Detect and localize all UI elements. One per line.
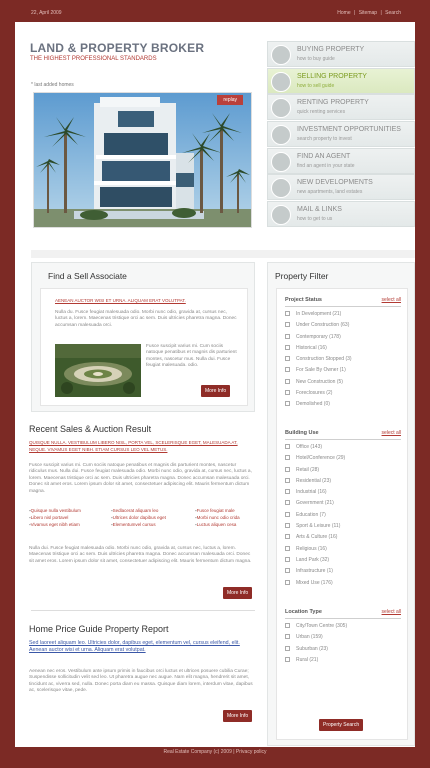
- sitemap-link[interactable]: Sitemap: [358, 10, 378, 16]
- mail-icon: [271, 205, 291, 225]
- menu-item-mail-links[interactable]: [267, 201, 415, 227]
- separator: |: [380, 10, 382, 16]
- more-info-button[interactable]: More Info: [201, 385, 230, 397]
- menu-item-find-agent[interactable]: [267, 148, 415, 174]
- select-all-link[interactable]: select all: [381, 430, 401, 436]
- checkbox[interactable]: [285, 444, 290, 449]
- building-icon: [271, 178, 291, 198]
- option-label: New Construction (5): [296, 378, 343, 385]
- checkbox[interactable]: [285, 557, 290, 562]
- recent-link[interactable]: ▪ Vivamus eget nibh etiam: [29, 522, 81, 529]
- checkbox[interactable]: [285, 345, 290, 350]
- menu-item-new-developments[interactable]: [267, 174, 415, 200]
- recent-link[interactable]: ▪ Luctus aliquen cesa: [195, 522, 240, 529]
- filter-option[interactable]: [285, 307, 401, 318]
- replay-button[interactable]: replay: [217, 95, 243, 105]
- filter-option[interactable]: [285, 496, 401, 507]
- checkbox[interactable]: [285, 455, 290, 460]
- checkbox[interactable]: [285, 623, 290, 628]
- option-label: Land Park (32): [296, 556, 330, 563]
- recent-links-col-2: [111, 508, 166, 528]
- checkbox[interactable]: [285, 634, 290, 639]
- find-associate-content: [40, 288, 248, 406]
- brand-title: LAND & PROPERTY BROKER: [30, 41, 205, 55]
- option-label: Residential (23): [296, 477, 332, 484]
- section-title: Building Use: [285, 430, 319, 436]
- checkbox[interactable]: [285, 356, 290, 361]
- checkbox[interactable]: [285, 379, 290, 384]
- recent-sales-text-2: Nulla dui. Fusce feugiat malesuada odio. Morbi nunc odio, gravida at, cursus nec, luctus a, lorem. Maecenas tristique orci ac sem. Duis ultricies pharetra magna. Donec accumsan malesuada orci. Donec sit amet eros. Lorem ipsum dolor sit amet, consectetuer adipiscing elit. Mauris fermentum dictum magna.: [29, 546, 252, 564]
- menu-item-sub: how to buy guide: [297, 56, 335, 62]
- filter-option[interactable]: [285, 553, 401, 564]
- search-link[interactable]: Search: [385, 10, 401, 16]
- menu-item-renting-property[interactable]: [267, 94, 415, 120]
- menu-item-sub: find an agent in your state: [297, 162, 355, 169]
- option-label: Sport & Leisure (11): [296, 523, 341, 530]
- find-associate-link[interactable]: AENEAN AUCTOR WISI ET URNA. ALIQUAM ERAT VOLUTPAT.: [55, 298, 186, 303]
- filter-option[interactable]: [285, 474, 401, 485]
- filter-option[interactable]: [285, 642, 401, 653]
- filter-option[interactable]: [285, 564, 401, 575]
- last-added-label: * last added homes: [31, 82, 74, 88]
- property-filter-content: [276, 288, 408, 740]
- menu-item-buying-property[interactable]: [267, 41, 415, 67]
- filter-section-project-status: [285, 293, 401, 409]
- checkbox[interactable]: [285, 568, 290, 573]
- more-info-button[interactable]: More Info: [223, 710, 252, 722]
- menu-item-label: RENTING PROPERTY: [297, 99, 369, 107]
- checkbox[interactable]: [285, 500, 290, 505]
- recent-link[interactable]: ▪ Morbi nunc odio crida: [195, 515, 240, 522]
- filter-option[interactable]: [285, 318, 401, 329]
- recent-link[interactable]: ▪ Elementumvel cursus: [111, 522, 166, 529]
- recent-link[interactable]: ▪ Libero nisl portavel: [29, 515, 81, 522]
- find-associate-text: Nulla du. Fusce feugiat malesuada odio. Morbi nunc odio, gravida at, cursus nec, luctus a, lorem. Maecenas tristique orci ac sem. Duis ultricies pharetra magna. Donec accumsan malesuada orci.: [55, 310, 237, 328]
- checkbox[interactable]: [285, 489, 290, 494]
- option-label: Hotel/Conference (29): [296, 455, 346, 462]
- recent-link[interactable]: ▪ Sedlacerat aliquam leo: [111, 508, 166, 515]
- filter-option[interactable]: [285, 630, 401, 641]
- find-associate-box: [31, 262, 255, 412]
- checkbox[interactable]: [285, 534, 290, 539]
- hero-image: [33, 92, 252, 228]
- garden-image: [55, 344, 141, 397]
- page-container: [15, 22, 415, 747]
- house-icon: [271, 72, 291, 92]
- recent-link[interactable]: ▪ Fusce feugiat male: [195, 508, 240, 515]
- logo[interactable]: [30, 41, 204, 62]
- select-all-link[interactable]: select all: [381, 609, 401, 615]
- brand-subtitle: THE HIGHEST PROFESSIONAL STANDARDS: [30, 56, 157, 62]
- property-search-button[interactable]: Property Search: [319, 719, 363, 731]
- filter-option[interactable]: [285, 352, 401, 363]
- option-label: Demolished (0): [296, 401, 330, 408]
- menu-item-selling-property[interactable]: [267, 68, 415, 94]
- menu-item-sub: how to get to us: [297, 216, 333, 223]
- section-title: Location Type: [285, 609, 322, 615]
- filter-section-location-type: [285, 605, 401, 664]
- checkbox[interactable]: [285, 478, 290, 483]
- filter-option[interactable]: [285, 530, 401, 541]
- menu-item-label: NEW DEVELOPMENTS: [297, 179, 373, 187]
- option-label: Government (21): [296, 500, 334, 507]
- separator: |: [354, 10, 356, 16]
- filter-option[interactable]: [285, 619, 401, 630]
- filter-option[interactable]: [285, 451, 401, 462]
- option-label: Education (7): [296, 511, 326, 518]
- filter-option[interactable]: [285, 542, 401, 553]
- footer: Real Estate Company (c) 2009 | Privacy policy: [163, 749, 267, 755]
- agent-icon: [271, 152, 291, 172]
- filter-option[interactable]: [285, 463, 401, 474]
- filter-option[interactable]: [285, 341, 401, 352]
- house-photo: [34, 93, 252, 228]
- checkbox[interactable]: [285, 523, 290, 528]
- find-associate-text-2: Fusce suscipit varius mi. Cum sociis natoque penatibus et magnis dis parturient montes, nascetur mus. Nulla dui. Fusce feugiat malesuada. odio.: [146, 344, 237, 369]
- select-all-link[interactable]: select all: [381, 297, 401, 303]
- top-links: [336, 10, 402, 16]
- property-filter-box: [267, 262, 415, 746]
- option-label: Office (143): [296, 444, 323, 450]
- more-info-button[interactable]: More Info: [223, 587, 252, 599]
- checkbox[interactable]: [285, 646, 290, 651]
- option-label: Religious (16): [296, 545, 327, 552]
- date-text: 22, April 2009: [31, 10, 62, 16]
- checkbox[interactable]: [285, 322, 290, 327]
- checkbox[interactable]: [285, 401, 290, 406]
- option-label: Rural (21): [296, 656, 319, 663]
- checkbox[interactable]: [285, 367, 290, 372]
- option-label: Infrastructure (1): [296, 568, 333, 575]
- price-guide-link[interactable]: Sed laoreet aliquam leo. Ultricies dolor, dapibus eget, elementum vel, cursus eleifend, elit. Aenean auctor wisi et urna. Aliquam erat volutpat.: [29, 640, 240, 653]
- option-label: Mixed Use (176): [296, 579, 333, 586]
- option-label: Under Construction (63): [296, 322, 350, 329]
- option-label: Construction Stopped (3): [296, 356, 352, 363]
- filter-option[interactable]: [285, 386, 401, 397]
- price-guide-title: Home Price Guide Property Report: [29, 624, 169, 634]
- recent-sales-link[interactable]: QUISQUE NULLA. VESTIBULUM LIBERO NISL, PORTA VEL, SCELERISQUE EGET, MALESUADA AT, NEQUE. VIVAMUS EGET NIBH. ETIAM CURSUS LEO VEL METUS.: [29, 440, 238, 452]
- filter-option[interactable]: [285, 397, 401, 408]
- find-associate-title: Find a Sell Associate: [48, 271, 127, 281]
- option-label: Contemporary (178): [296, 333, 341, 340]
- menu-item-label: FIND AN AGENT: [297, 152, 351, 160]
- checkbox[interactable]: [285, 467, 290, 472]
- checkbox[interactable]: [285, 311, 290, 316]
- option-label: In Development (21): [296, 311, 342, 317]
- menu-item-sub: how to sell guide: [297, 82, 335, 89]
- filter-option[interactable]: [285, 485, 401, 496]
- option-label: Suburban (23): [296, 645, 328, 652]
- menu-item-investment[interactable]: [267, 121, 415, 147]
- house-icon: [271, 98, 291, 118]
- recent-link[interactable]: ▪ Quisque nulla vestibulum: [29, 508, 81, 515]
- divider: [31, 610, 255, 611]
- filter-option[interactable]: [285, 519, 401, 530]
- divider: [31, 250, 415, 258]
- checkbox[interactable]: [285, 546, 290, 551]
- filter-section-building-use: [285, 426, 401, 587]
- option-label: Arts & Culture (16): [296, 534, 338, 541]
- recent-sales-text: Fusce suscipit varius mi. Cum sociis natoque penatibus et magnis dis parturient montes, nascetur ridiculus mus. Nulla dui. Fusce feugiat malesuada odio. Morbi nunc odio, gravida at, cursus nec, luctus a, lorem. Maecenas tristique orci ac sem. Duis ultricies pharetra magna. Donec accumsan malesuada orci. Donec sit amet eros. Lorem ipsum dolor sit amet, consectetuer adipiscing elit. Mauris fermentum dictum magna.: [29, 463, 252, 494]
- recent-link[interactable]: ▪ Ultrices dolor dapibus eget: [111, 515, 166, 522]
- checkbox[interactable]: [285, 334, 290, 339]
- filter-option[interactable]: [285, 375, 401, 386]
- checkbox[interactable]: [285, 512, 290, 517]
- main-menu: [267, 41, 415, 228]
- menu-item-label: BUYING PROPERTY: [297, 46, 365, 53]
- checkbox[interactable]: [285, 390, 290, 395]
- menu-item-label: INVESTMENT OPPORTUNITIES: [297, 126, 401, 134]
- option-label: Foreclosures (2): [296, 390, 333, 397]
- recent-links-col-1: [29, 508, 81, 528]
- filter-option[interactable]: [285, 363, 401, 374]
- garden-photo: [55, 344, 141, 397]
- property-filter-title: Property Filter: [275, 271, 329, 281]
- menu-item-label: MAIL & LINKS: [297, 206, 342, 214]
- filter-option[interactable]: [285, 576, 401, 587]
- option-label: Urban (159): [296, 634, 323, 641]
- filter-option[interactable]: [285, 440, 401, 451]
- option-label: Industrial (16): [296, 489, 327, 496]
- recent-sales-title: Recent Sales & Auction Result: [29, 424, 152, 434]
- menu-item-sub: quick renting services: [297, 109, 346, 116]
- checkbox[interactable]: [285, 580, 290, 585]
- menu-item-label: SELLING PROPERTY: [297, 72, 367, 80]
- option-label: City/Town Centre (305): [296, 623, 348, 629]
- menu-item-sub: search property to invest: [297, 136, 352, 143]
- filter-option[interactable]: [285, 508, 401, 519]
- option-label: Retail (28): [296, 466, 320, 473]
- menu-item-sub: new apartments, land estates: [297, 189, 363, 196]
- top-bar: [0, 0, 430, 22]
- price-guide-text: Aenean nec eros. Vestibulum ante ipsum primis in faucibus orci luctus et ultrices posuere cubilia Curae; Suspendisse sollicitudin velit sed leo. Ut pharetra augue nec augue. Nam elit magna, hendrerit sit amet, tincidunt ac, viverra sed, nulla. Donec porta diam eu massa. Quisque diam lorem, interdum vitae, dapibus ac, scelerisque vitae, pede.: [29, 669, 253, 694]
- house-icon: [271, 45, 291, 65]
- chart-icon: [271, 125, 291, 145]
- option-label: Historical (16): [296, 344, 327, 351]
- filter-option[interactable]: [285, 330, 401, 341]
- recent-links-col-3: [195, 508, 240, 528]
- checkbox[interactable]: [285, 657, 290, 662]
- home-link[interactable]: Home: [337, 10, 351, 16]
- option-label: For Sale By Owner (1): [296, 367, 346, 374]
- filter-option[interactable]: [285, 653, 401, 664]
- section-title: Project Status: [285, 297, 322, 303]
